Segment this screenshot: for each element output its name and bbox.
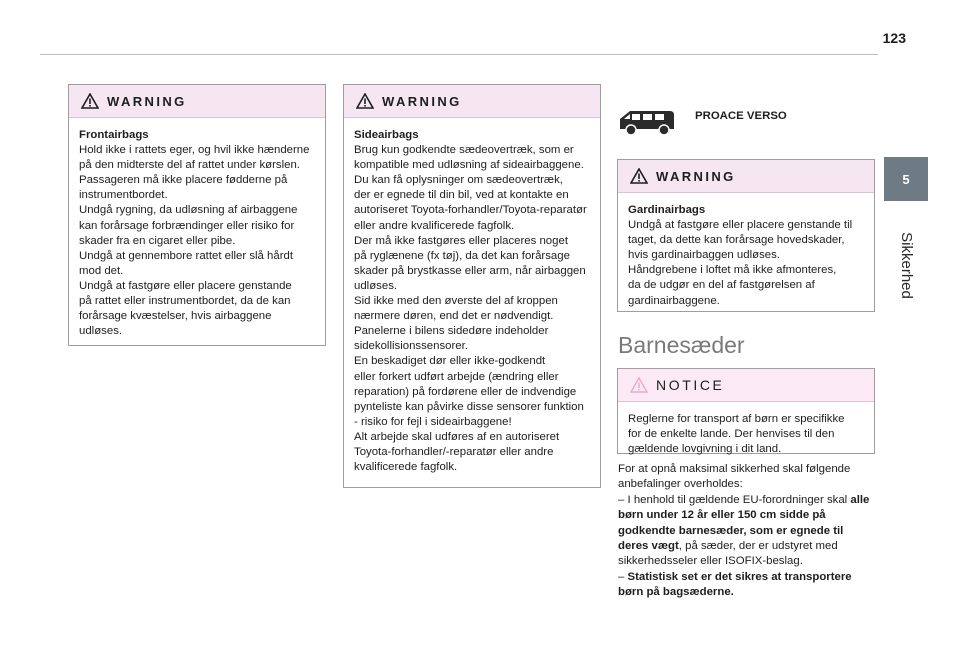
warning-body [69,118,325,347]
warning-title: Frontairbags [79,129,149,141]
warning-text: Undgå at fastgøre eller placere genstande til taget, da dette kan forårsage hovedskader, hvis gardinairbaggen udløses. Håndgrebene i loftet må ikke afmonteres, da de udgør en del af fastgørelsen af gardinairbaggene. [628,219,853,307]
section-title: Barnesæder [618,332,745,358]
header-divider [40,54,878,55]
notice-triangle-icon [630,377,648,393]
item2-prefix: – [618,570,628,583]
recommendations-text [618,462,870,601]
notice-header [618,369,874,402]
notice-heading: NOTICE [656,377,725,393]
warning-heading: WARNING [656,168,736,184]
warning-box-sideairbags [343,84,601,488]
warning-heading: WARNING [382,93,462,109]
intro-text: For at opnå maksimal sikkerhed skal følgende anbefalinger overholdes: [618,463,851,491]
warning-triangle-icon [630,168,648,184]
item1-prefix: – I henhold til gældende EU-forordninger skal [618,493,851,506]
vehicle-label: PROACE VERSO [695,110,787,122]
item2-bold: Statistisk set er det sikres at transportere børn på bagsæderne. [618,570,852,599]
warning-heading: WARNING [107,93,187,109]
notice-box [617,368,875,454]
chapter-label [884,205,928,325]
chapter-number: 5 [902,171,910,187]
warning-text: Hold ikke i rattets eger, og hvil ikke hænderne på den midterste del af rattet under kørslen. Passageren må ikke placere fødderne på instrumentbordet. Undgå rygning, da udløsning af airbaggene kan forårsage forbrændinger eller risiko for skader fra en cigaret eller pibe. Undgå at gennembore rattet eller slå hårdt mod det. Undgå at fastgøre eller placere genstande på rattet eller instrumentbordet, da de kan forårsage kvæstelser, hvis airbaggene udløses. [79,144,310,338]
warning-triangle-icon [356,93,374,109]
warning-header [69,85,325,118]
warning-box-gardinairbags [617,159,875,312]
warning-header [618,160,874,193]
warning-box-frontairbags [68,84,326,346]
item1-bold: alle børn under 12 år eller 150 cm sidde på godkendte barnesæder, som er egnede til deres vægt [618,493,870,553]
chapter-label-text: Sikkerhed [897,231,915,299]
warning-body [344,118,600,483]
page-number: 123 [882,30,906,46]
chapter-tab[interactable] [884,157,928,201]
notice-text: Reglerne for transport af børn er specifikke for de enkelte lande. Der henvises til den gældende lovgivning i dit land. [628,413,845,456]
item1-suffix: , på sæder, der er udstyret med sikkerhedsseler eller ISOFIX-beslag. [618,540,838,568]
warning-title: Gardinairbags [628,204,706,216]
warning-triangle-icon [81,93,99,109]
van-icon [616,103,678,139]
warning-header [344,85,600,118]
warning-body [618,193,874,317]
warning-title: Sideairbags [354,129,419,141]
warning-text: Brug kun godkendte sædeovertræk, som er kompatible med udløsning af sideairbaggene. Du kan få oplysninger om sædeovertræk, der er egnede til din bil, ved at kontakte en autoriseret Toyota-forhandler/Toyota-reparatør eller andre kvalificerede fagfolk. Der må ikke fastgøres eller placeres noget på ryglænene (fx tøj), da det kan forårsage skader på brystkasse eller arm, når airbaggen udløses. Sid ikke med den øverste del af kroppen nærmere døren, end det er nødvendigt. Panelerne i bilens sidedøre indeholder sidekollisionssensorer. En beskadiget dør eller ikke-godkendt eller forkert udført arbejde (ændring eller reparation) på fordørene eller de indvendige pynteliste kan påvirke disse sensorer funktion - risiko for fejl i sideairbaggene! Alt arbejde skal udføres af en autoriseret Toyota-forhandler/-reparatør eller andre kvalificerede fagfolk. [354,144,587,474]
